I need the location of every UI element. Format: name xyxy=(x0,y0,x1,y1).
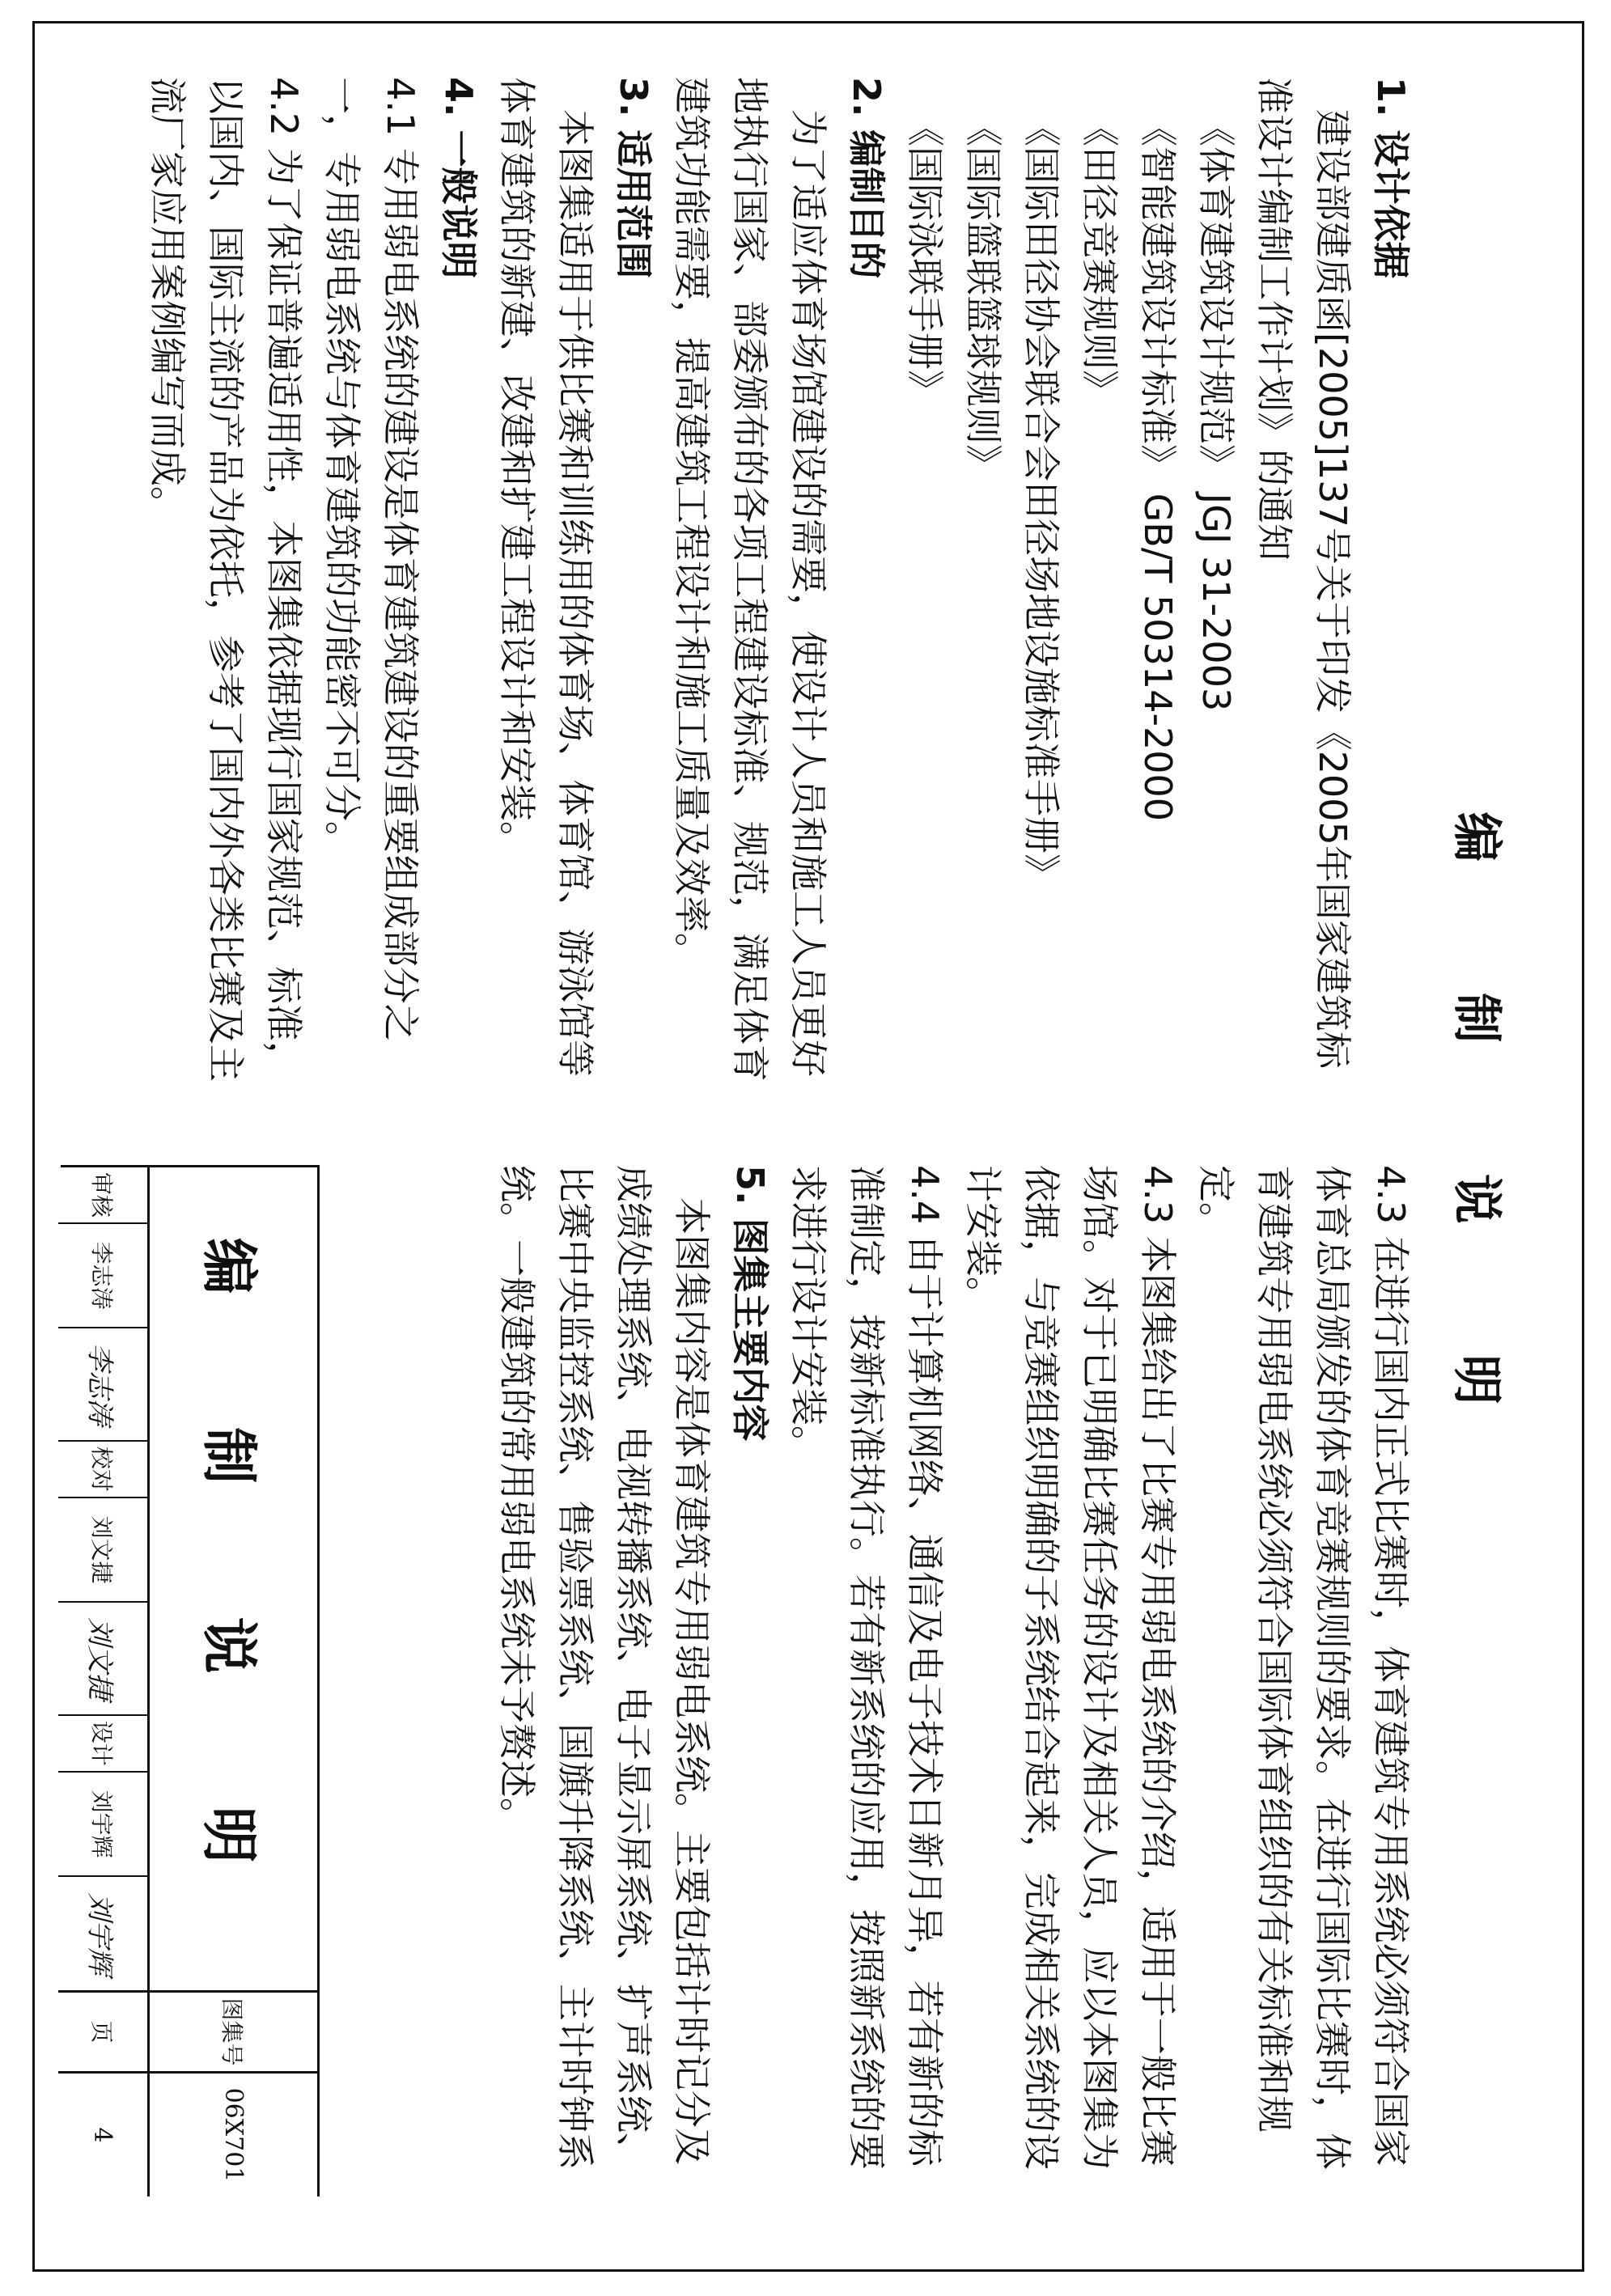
title-block-name: 编 制 说 明 xyxy=(147,1167,317,1993)
section-5-text: 本图集内容是体育建筑专用弱电系统。主要包括计时记分及成绩处理系统、电视转播系统、电子显示屏系统、扩声系统、比赛中央监控系统、售验票系统、国旗升降系统、主计时钟系统。一般建筑的常用弱电系统未予赘述。 xyxy=(495,1165,714,2170)
atlas-number-label: 图集号 xyxy=(147,1993,317,2074)
reference-item: 《国际泳联手册》 xyxy=(903,109,947,407)
drawing-sheet xyxy=(61,77,1517,2196)
section-1-heading: 1. 设计依据 xyxy=(1369,77,1413,279)
designer-signature: 刘宇辉 xyxy=(83,1892,117,1976)
section-4-3a-text: 4.3 在进行国内正式比赛时，体育建筑专用系统必须符合国家体育总局颁发的体育竞赛规则的要求。在进行国际比赛时，体育建筑专用弱电系统必须符合国际体育组织的有关标准和规定。 xyxy=(1194,1165,1413,2170)
section-4-3b-text: 4.3 本图集给出了比赛专用弱电系统的介绍，适用于一般比赛场馆。对于已明确比赛任务的设计及相关人员，应以本图集为依据，与竞赛组织明确的子系统结合起来，完成相关系统的设计安装。 xyxy=(961,1165,1180,2170)
reference-item: 《国际田径协会联合会田径场地设施标准手册》 xyxy=(1020,109,1063,891)
reference-item: 《田径竞赛规则》 xyxy=(1078,109,1121,407)
signature-row xyxy=(58,1167,147,1993)
check-label: 校对 xyxy=(58,1442,147,1498)
reference-item: 《智能建筑设计标准》 GB/T 50314-2000 xyxy=(1136,109,1180,822)
section-4-2-text: 4.2 为了保证普遍适用性，本图集依据现行国家规范、标准，以国内、国际主流的产品为依托，参考了国内外各类比赛及主流厂家应用案例编写而成。 xyxy=(146,77,306,1082)
page-title: 编 制 说 明 xyxy=(1448,811,1507,1462)
section-3-heading: 3. 适用范围 xyxy=(612,77,655,279)
section-2-heading: 2. 编制目的 xyxy=(845,77,888,279)
review-label: 审核 xyxy=(58,1167,147,1224)
left-column xyxy=(138,77,1420,1104)
right-column xyxy=(488,1165,1420,2192)
checker-name: 刘文捷 xyxy=(58,1498,147,1603)
section-3-text: 本图集适用于供比赛和训练用的体育场、体育馆、游泳馆等体育建筑的新建、改建和扩建工程设计和安装。 xyxy=(495,77,597,1077)
title-block xyxy=(61,1165,320,2196)
page-number: 4 xyxy=(88,2127,117,2143)
section-4-4-text: 4.4 由于计算机网络、通信及电子技术日新月异，若有新的标准制定，按新标准执行。若有新系统的应用，按照新系统的要求进行设计安装。 xyxy=(786,1165,947,2170)
reference-item: 《国际篮联篮球规则》 xyxy=(961,109,1005,481)
section-2-text: 为了适应体育场馆建设的需要，使设计人员和施工人员更好地执行国家、部委颁布的各项工程建设标准、规范，满足体育建筑功能需要，提高建筑工程设计和施工质量及效率。 xyxy=(670,77,830,1082)
designer-name: 刘宇辉 xyxy=(58,1773,147,1878)
checker-signature: 刘文捷 xyxy=(58,1603,147,1716)
reference-item: 《体育建筑设计规范》 JGJ 31-2003 xyxy=(1194,109,1238,712)
section-4-1-text: 4.1 专用弱电系统的建设是体育建筑建设的重要组成部分之一，专用弱电系统与体育建筑的功能密不可分。 xyxy=(320,77,422,1041)
design-label: 设计 xyxy=(58,1716,147,1773)
section-5-heading: 5. 图集主要内容 xyxy=(728,1165,772,1442)
section-1-text: 建设部建质函[2005]137号关于印发《2005年国家建筑标准设计编制工作计划》的通知 xyxy=(1253,77,1355,1069)
reviewer-name: 李志涛 xyxy=(58,1224,147,1329)
reviewer-signature: 李志涛 xyxy=(58,1328,147,1442)
atlas-number: 06X701 xyxy=(147,2074,317,2196)
page-label: 页 xyxy=(58,1993,147,2074)
section-4-heading: 4. 一般说明 xyxy=(437,77,481,279)
